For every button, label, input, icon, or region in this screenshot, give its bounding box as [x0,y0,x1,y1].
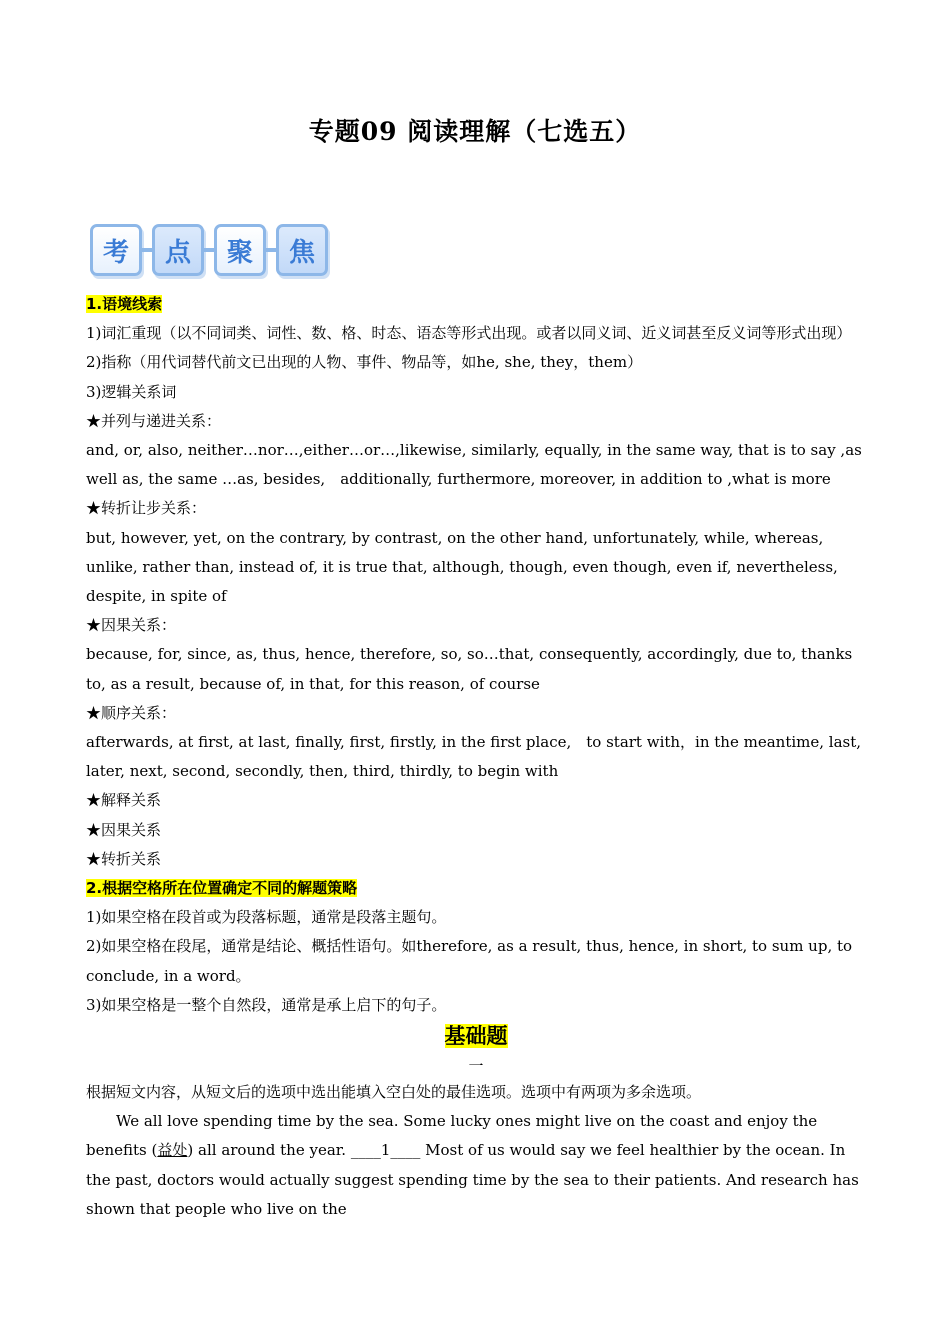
page-title: 专题09 阅读理解（七选五） [308,117,642,146]
relation-label: ★顺序关系： [86,703,177,722]
list-item: 1)如果空格在段首或为段落标题，通常是段落主题句。 [86,908,447,927]
relation-label: ★并列与递进关系： [86,411,222,430]
badge-char: 点 [152,224,204,276]
badge-connector [204,248,214,252]
relation-label: ★因果关系： [86,616,177,635]
document-body [86,290,866,1224]
list-item: 2)指称（用代词替代前文已出现的人物、事件、物品等，如he, she, they，them） [86,353,643,372]
passage-text: We all love spending time by the sea. Some lucky ones might live on the coast and enjoy the benefits ( [86,1112,818,1160]
badge-char: 聚 [214,224,266,276]
list-item: 3)如果空格是一整个自然段，通常是承上启下的句子。 [86,995,447,1014]
passage-number: 一 [468,1057,484,1076]
badge-connector [266,248,276,252]
instruction: 根据短文内容，从短文后的选项中选出能填入空白处的最佳选项。选项中有两项为多余选项。 [86,1083,702,1102]
badge-char: 考 [90,224,142,276]
list-item: 2)如果空格在段尾，通常是结论、概括性语句。如therefore, as a result, thus, hence, in short, to sum up, to conclude, in a word。 [86,937,853,985]
relation-words: and, or, also, neither…nor…,either…or…,likewise, similarly, equally, in the same way, that is to say ,as well as, the same …as, besides, additionally, furthermore, moreover, in addition to ,what is more [86,441,862,489]
passage-paragraph [86,1107,866,1224]
section-heading: 2.根据空格所在位置确定不同的解题策略 [86,879,358,898]
basic-section-title: 基础题 [444,1024,508,1049]
relation-label: ★解释关系 [86,791,162,810]
relation-label: ★因果关系 [86,820,162,839]
relation-words: but, however, yet, on the contrary, by contrast, on the other hand, unfortunately, while, whereas, unlike, rather than, instead of, it is true that, although, though, even though, even if, nevertheless, despite, in spite of [86,528,838,606]
badge-char: 焦 [276,224,328,276]
badge-connector [142,248,152,252]
relation-words: because, for, since, as, thus, hence, therefore, so, so…that, consequently, accordingly, due to, thanks to, as a result, because of, in that, for this reason, of course [86,645,853,693]
section-heading: 1.语境线索 [86,295,163,313]
passage-text: ) all around the year. [187,1141,351,1160]
blank-1: ____1____ [350,1141,421,1160]
relation-words: afterwards, at first, at last, finally, first, firstly, in the first place, to start with，in the meantime, last, later, next, second, secondly, then, third, thirdly, to begin with [86,733,862,781]
list-item: 1)词汇重现（以不同词类、词性、数、格、时态、语态等形式出现。或者以同义词、近义词甚至反义词等形式出现） [86,324,852,343]
relation-label: ★转折关系 [86,849,162,868]
gloss: 益处 [157,1141,188,1160]
list-item: 3)逻辑关系词 [86,382,177,401]
section-badge [90,224,328,276]
relation-label: ★转折让步关系： [86,499,207,518]
passage-text: Most of us would say we feel healthier by the ocean. In the past, doctors would actually suggest spending time by the sea to their patients. And research has shown that people who live on the [86,1141,859,1218]
